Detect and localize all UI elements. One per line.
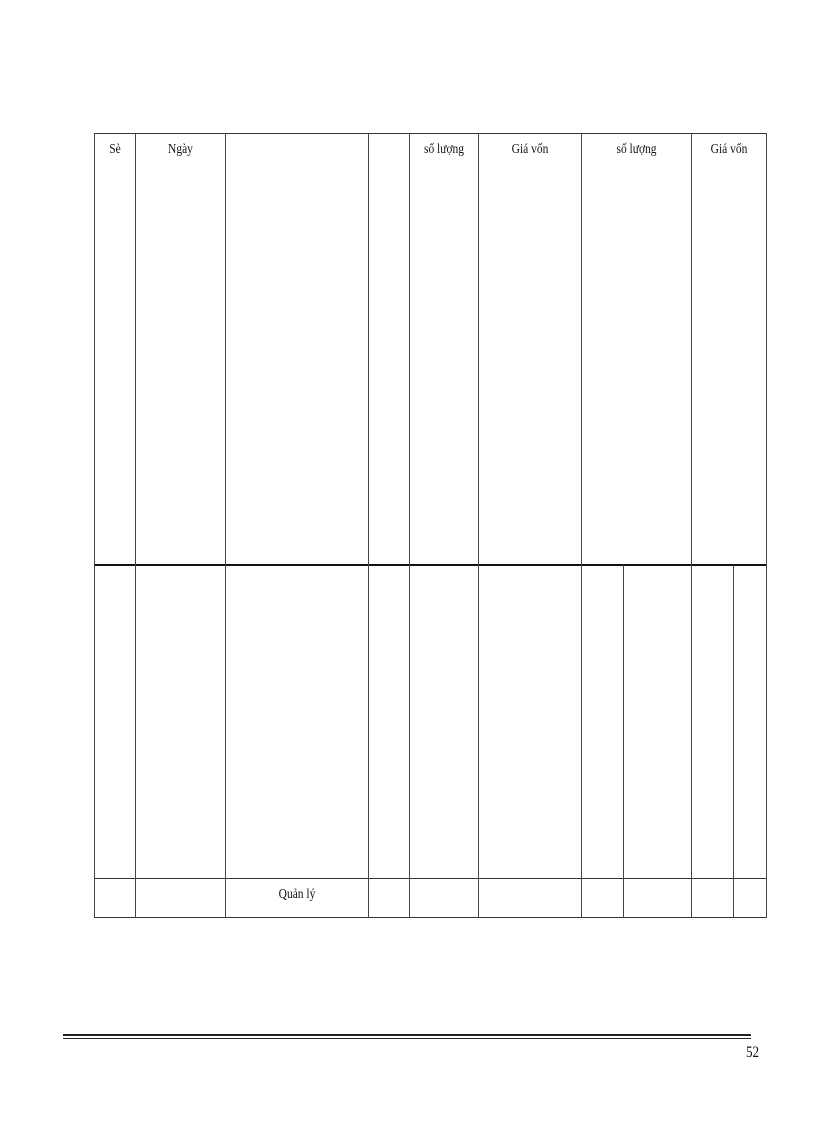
header-ngay: Ngày bbox=[168, 142, 193, 157]
col-line-0 bbox=[94, 133, 95, 918]
col-line-3 bbox=[368, 133, 369, 918]
col-line-1 bbox=[135, 133, 136, 918]
header-so-luong-1: số lượng bbox=[423, 142, 465, 157]
table-border-bottom bbox=[94, 917, 767, 918]
table-border-top bbox=[94, 133, 767, 134]
subcol-line-2 bbox=[733, 565, 734, 918]
col-line-8 bbox=[766, 133, 767, 918]
subcol-line-1 bbox=[623, 565, 624, 918]
header-gia-von-2: Giá vốn bbox=[710, 142, 748, 157]
section-divider bbox=[94, 564, 767, 566]
footer-rule-bottom bbox=[63, 1038, 751, 1039]
col-line-5 bbox=[478, 133, 479, 918]
total-row-label: Quản lý bbox=[278, 887, 316, 902]
header-gia-von-1: Giá vốn bbox=[511, 142, 549, 157]
header-so: Sè bbox=[109, 142, 121, 157]
total-row-divider bbox=[94, 878, 767, 879]
page-number: 52 bbox=[746, 1044, 760, 1061]
col-line-2 bbox=[225, 133, 226, 918]
footer-rule-top bbox=[63, 1034, 751, 1036]
col-line-6 bbox=[581, 133, 582, 918]
col-line-4 bbox=[409, 133, 410, 918]
col-line-7 bbox=[691, 133, 692, 918]
header-so-luong-2: số lượng bbox=[616, 142, 657, 157]
